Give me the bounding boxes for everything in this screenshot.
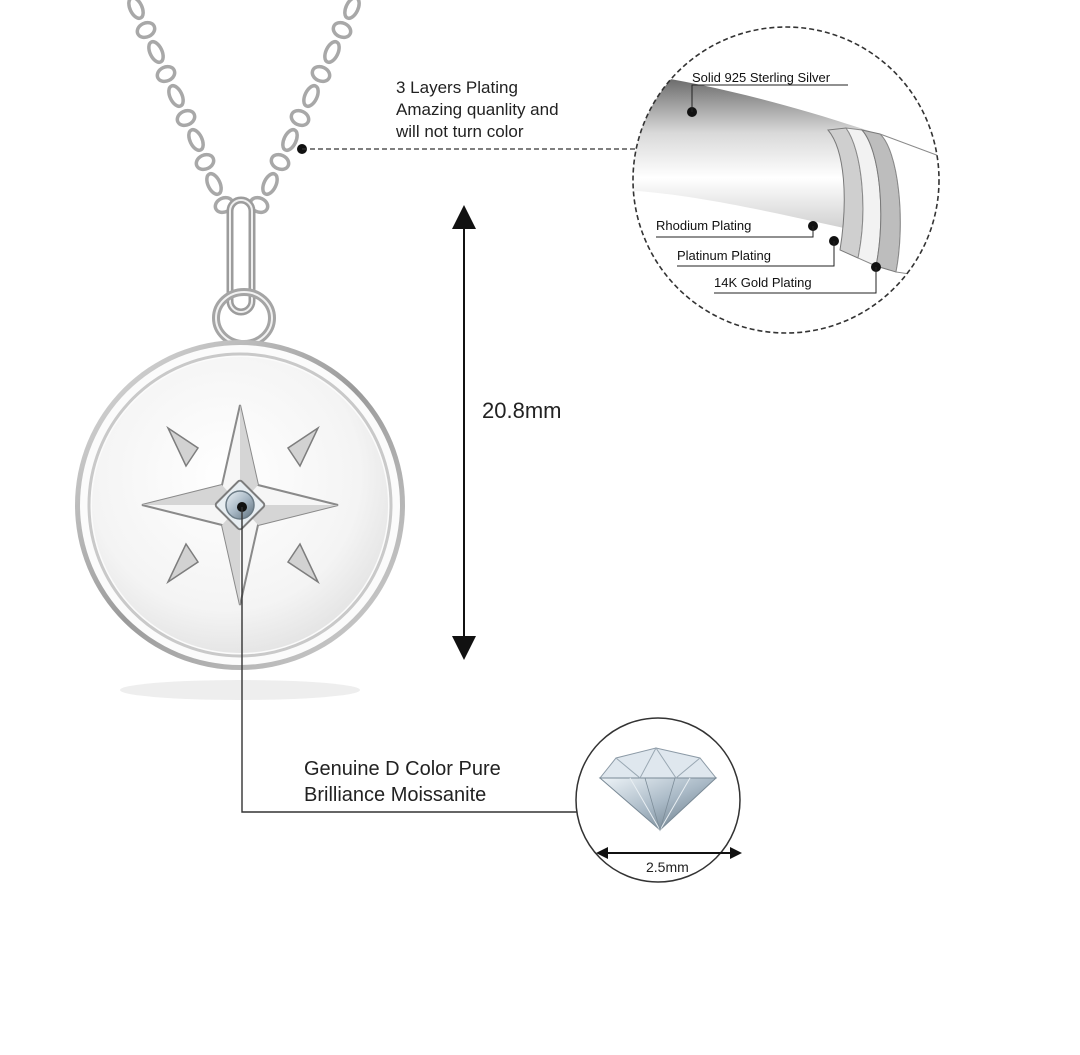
moissanite-callout-line2: Brilliance Moissanite [304, 784, 487, 806]
plating-callout-line2: Amazing quanlity and [396, 100, 559, 119]
layer-label-silver: Solid 925 Sterling Silver [692, 70, 831, 85]
plating-callout-title: 3 Layers Plating [396, 78, 518, 97]
dimension-arrow [452, 205, 476, 660]
pendant-dimension-label: 20.8mm [482, 398, 562, 423]
stone-size-label: 2.5mm [646, 859, 689, 875]
moissanite-magnifier [576, 718, 742, 882]
plating-callout-line [297, 144, 636, 154]
plating-callout-line3: will not turn color [396, 122, 524, 141]
layer-label-rhodium: Rhodium Plating [656, 218, 752, 233]
layer-label-platinum: Platinum Plating [677, 248, 771, 263]
layer-label-gold: 14K Gold Plating [714, 275, 812, 290]
star-engraving [142, 405, 338, 605]
moissanite-callout-line1: Genuine D Color Pure [304, 758, 501, 780]
bail-illustration [216, 200, 272, 344]
chain-illustration [126, 0, 362, 215]
